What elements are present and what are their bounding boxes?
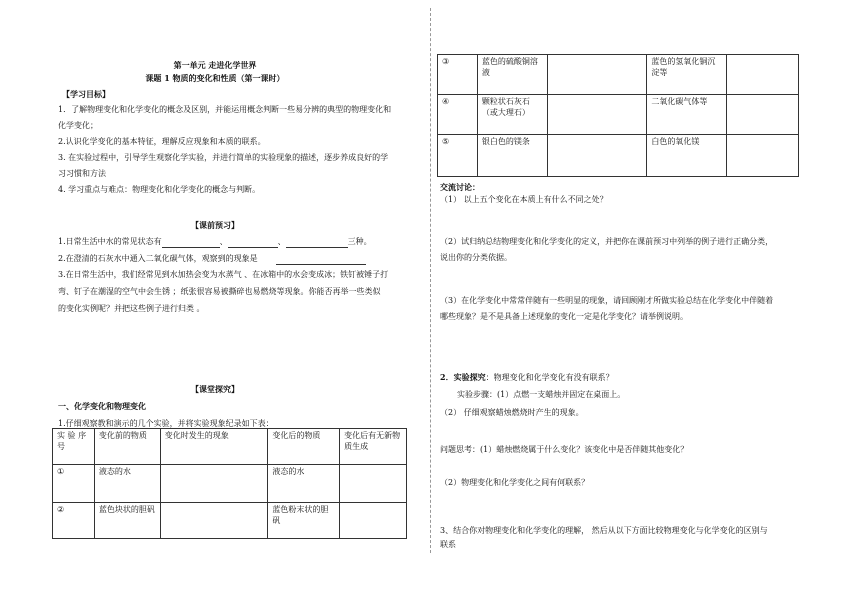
- experiment-heading-text: ：物理变化和化学变化有没有联系？: [485, 373, 614, 382]
- table-row: [53, 465, 407, 503]
- objective-line: 习习惯和方法: [58, 169, 106, 178]
- table-cell[interactable]: [727, 95, 799, 135]
- instruction-text: 1.仔细观察教和演示的几个实验，并将实验现象纪录如下表：: [58, 419, 274, 428]
- page-subtitle: 课题 1 物质的变化和性质（第一课时）: [145, 73, 285, 83]
- experiment-heading-title: 实验探究: [453, 372, 486, 382]
- discussion-question: 哪些现象？是不是具备上述现象的变化一定是化学变化？请举例说明。: [440, 312, 688, 321]
- header-cell: 实 验 序号: [53, 429, 95, 465]
- header-cell: 变化时发生的现象: [160, 429, 268, 465]
- objectives-heading: 【学习目标】: [62, 89, 110, 99]
- table-cell: ②: [53, 503, 95, 539]
- table-cell: ③: [438, 55, 478, 95]
- table-cell: 蓝色的氢氧化铜沉淀等: [647, 55, 727, 95]
- table-cell: 颗粒状石灰石（或大理石）: [477, 95, 547, 135]
- objective-line: 化学变化；: [58, 121, 98, 130]
- table-cell[interactable]: [727, 55, 799, 95]
- experiment-table-left: [52, 428, 407, 539]
- table-cell: 蓝色粉末状的胆矾: [268, 503, 340, 539]
- objective-line: 4. 学习重点与难点：物理变化和化学变化的概念与判断。: [58, 185, 261, 194]
- table-row: [438, 135, 799, 177]
- table-cell: 蓝色的硫酸铜溶液: [477, 55, 547, 95]
- experiment-step: （2） 仔细观察蜡烛燃烧时产生的现象。: [440, 408, 584, 417]
- table-cell[interactable]: [160, 503, 268, 539]
- header-cell: 变化后的物质: [268, 429, 340, 465]
- table-cell[interactable]: [547, 55, 647, 95]
- table-cell: 银白色的镁条: [477, 135, 547, 177]
- comparison-text: 联系: [440, 540, 456, 549]
- table-cell: ①: [53, 465, 95, 503]
- preview-line-1: [58, 237, 372, 248]
- table-cell[interactable]: [727, 135, 799, 177]
- preview-text: 2.在澄清的石灰水中通入二氧化碳气体，观察到的现象是: [58, 254, 258, 263]
- experiment-heading: [440, 372, 614, 384]
- answer-blank[interactable]: [276, 256, 366, 265]
- objective-line: 1．了解物理变化和化学变化的概念及区别，并能运用概念判断一些易分辨的典型的物理变化和: [58, 105, 392, 114]
- table-cell: 液态的水: [268, 465, 340, 503]
- preview-line-3: 3.在日常生活中，我们经常见到水加热会变为水蒸气 、在冰箱中的水会变成冰；铁钉被锤子打: [58, 270, 389, 279]
- table-cell[interactable]: [340, 503, 407, 539]
- discussion-question: （3）在化学变化中常常伴随有一些明显的现象，请回顾刚才所做实验总结在化学变化中伴随着: [440, 296, 774, 305]
- discussion-question: 说出你的分类依据。: [440, 253, 512, 262]
- section-heading: 一、化学变化和物理变化: [58, 401, 146, 411]
- preview-text: 三种。: [347, 237, 372, 246]
- table-row: [438, 95, 799, 135]
- question-think: （2）物理变化和化学变化之间有何联系？: [440, 478, 590, 487]
- table-cell[interactable]: [340, 465, 407, 503]
- question-think: 问题思考：(1）蜡烛燃烧属于什么变化？该变化中是否伴随其他变化？: [440, 445, 689, 454]
- objective-line: 2.认识化学变化的基本特征，理解反应现象和本质的联系。: [58, 137, 266, 146]
- answer-blank[interactable]: [162, 239, 220, 248]
- header-cell: 变化前的物质: [94, 429, 160, 465]
- table-cell: 蓝色块状的胆矾: [94, 503, 160, 539]
- preview-heading: 【课前预习】: [191, 220, 239, 230]
- table-cell: ⑤: [438, 135, 478, 177]
- experiment-step: 实验步骤：(1）点燃一支蜡烛并固定在桌面上。: [457, 390, 626, 399]
- answer-blank[interactable]: [228, 239, 278, 248]
- experiment-heading-num: 2．: [440, 372, 454, 382]
- objective-line: 3. 在实验过程中，引导学生观察化学实验，并进行简单的实验现象的描述，逐步养成良好的学: [58, 153, 389, 162]
- discussion-question: （2）试归纳总结物理变化和化学变化的定义，并把你在课前预习中列举的例子进行正确分类，: [440, 237, 774, 246]
- table-cell[interactable]: [547, 95, 647, 135]
- table-cell: 白色的氧化镁: [647, 135, 727, 177]
- table-cell[interactable]: [547, 135, 647, 177]
- inquiry-heading: 【课堂探究】: [191, 384, 239, 394]
- page-title: 第一单元 走进化学世界: [173, 60, 257, 70]
- header-cell: 变化后有无新物质生成: [340, 429, 407, 465]
- preview-line-2: [58, 254, 366, 265]
- table-cell: ④: [438, 95, 478, 135]
- comparison-text: 3、结合你对物理变化和化学变化的理解， 然后从以下方面比较物理变化与化学变化的区别与: [440, 526, 768, 535]
- discussion-question: （1） 以上五个变化在本质上有什么不同之处？: [440, 195, 608, 204]
- table-row: [438, 55, 799, 95]
- table-cell: 液态的水: [94, 465, 160, 503]
- column-divider: [430, 8, 431, 553]
- preview-text: 1.日常生活中水的常见状态有: [58, 237, 162, 246]
- discussion-heading: 交流讨论：: [440, 182, 480, 192]
- table-header-row: [53, 429, 407, 465]
- preview-text: 、: [277, 237, 286, 246]
- table-row: [53, 503, 407, 539]
- table-cell[interactable]: [160, 465, 268, 503]
- answer-blank[interactable]: [286, 239, 348, 248]
- preview-line-5: 的变化实例呢？并把这些例子进行归类 。: [58, 304, 205, 313]
- table-cell: 二氧化碳气体等: [647, 95, 727, 135]
- preview-line-4: 弯、钉子在潮湿的空气中会生锈 ；纸张很容易被撕碎也易燃烧等现象。你能否再举一些类似: [58, 287, 381, 296]
- experiment-table-right: [437, 54, 799, 177]
- preview-text: 、: [219, 237, 228, 246]
